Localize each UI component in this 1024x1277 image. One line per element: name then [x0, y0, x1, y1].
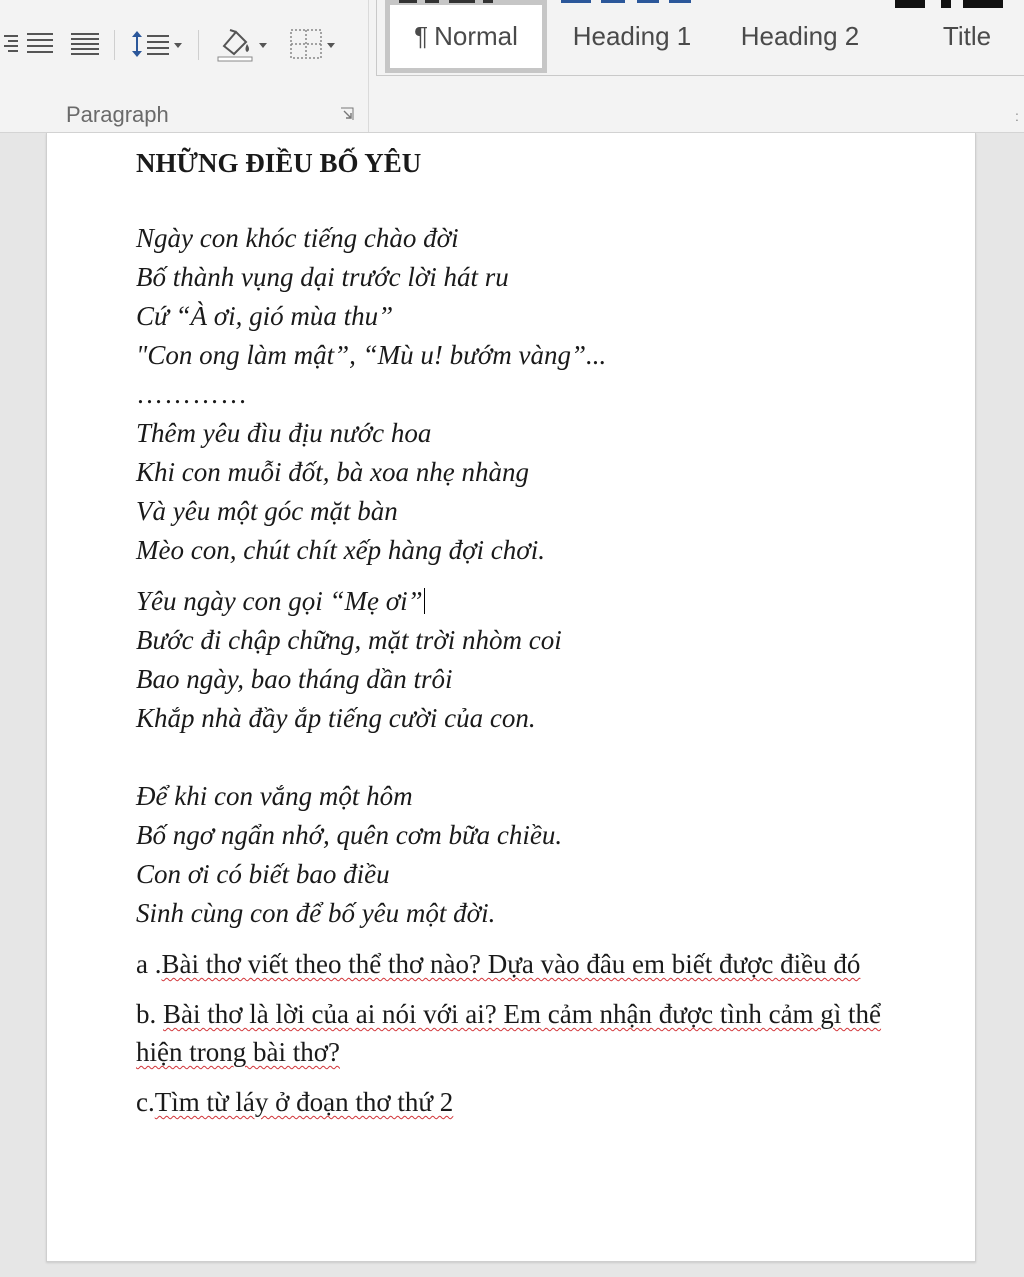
poem-line: Bước đi chập chững, mặt trời nhòm coi — [136, 625, 562, 655]
shading-button[interactable] — [208, 24, 272, 64]
ellipsis-line: ………… — [136, 379, 248, 409]
stanza-2 — [136, 414, 896, 570]
question-prefix: b. — [136, 999, 163, 1029]
justify-icon — [25, 31, 55, 57]
poem-line: Bố ngơ ngẩn nhớ, quên cơm bữa chiều. — [136, 820, 563, 850]
poem-line: Để khi con vắng một hôm — [136, 781, 413, 811]
style-label: Heading 2 — [740, 21, 860, 51]
poem-line: "Con ong làm mật”, “Mù u! bướm vàng”... — [136, 340, 607, 370]
align-right-button[interactable] — [0, 24, 22, 64]
paragraph-group-label: Paragraph — [66, 102, 169, 127]
justify-button[interactable] — [66, 24, 104, 64]
styles-gallery — [376, 0, 1024, 76]
style-label: Normal — [434, 21, 518, 51]
poem-line: Ngày con khóc tiếng chào đời — [136, 223, 459, 253]
style-label: Title — [942, 21, 992, 51]
paragraph-group — [0, 0, 368, 132]
question-text: Bài thơ viết theo thể thơ nào? Dựa vào đâu em biết được điều đó — [161, 949, 861, 979]
poem-line: Con ơi có biết bao điều — [136, 859, 390, 889]
scroll-mark: : — [1015, 108, 1019, 124]
style-heading-1[interactable] — [557, 0, 707, 73]
shading-icon — [214, 26, 256, 62]
document-page[interactable] — [46, 133, 976, 1262]
question-text: Bài thơ là lời của ai nói với ai? Em cảm nhận được tình cảm gì thể hiện trong bài thơ? — [136, 999, 882, 1067]
document-body[interactable] — [136, 141, 896, 1121]
chevron-down-icon — [174, 43, 182, 48]
distributed-icon — [69, 31, 101, 57]
style-preview-fragment — [385, 0, 555, 10]
group-separator — [368, 0, 369, 132]
question-a — [136, 945, 896, 983]
pilcrow-icon: ¶ — [414, 21, 429, 51]
style-normal[interactable] — [385, 0, 547, 73]
toolbar-separator — [114, 30, 115, 60]
line-spacing-button[interactable] — [124, 24, 186, 64]
poem-line — [136, 582, 896, 621]
ribbon — [0, 0, 1024, 133]
poem-line: Cứ “À ơi, gió mùa thu” — [136, 301, 394, 331]
style-preview-fragment — [887, 0, 1024, 14]
stanza-3 — [136, 582, 896, 738]
center-align-button[interactable] — [22, 24, 58, 64]
chevron-down-icon — [259, 43, 267, 48]
borders-button[interactable] — [278, 24, 344, 64]
question-prefix: c. — [136, 1087, 155, 1117]
poem-line-text: Yêu ngày con gọi “Mẹ ơi” — [136, 586, 423, 616]
line-spacing-icon — [129, 28, 171, 60]
stanza-4 — [136, 777, 896, 933]
question-text: Tìm từ láy ở đoạn thơ thứ 2 — [154, 1087, 454, 1117]
style-label: Heading 1 — [572, 21, 692, 51]
borders-icon — [288, 27, 324, 61]
question-c — [136, 1083, 896, 1121]
align-right-icon — [4, 33, 18, 55]
poem-line: Khắp nhà đầy ắp tiếng cười của con. — [136, 703, 536, 733]
poem-line: Mèo con, chút chít xếp hàng đợi chơi. — [136, 535, 545, 565]
stanza-1 — [136, 219, 896, 375]
chevron-down-icon — [327, 43, 335, 48]
dialog-launcher-icon[interactable] — [339, 106, 355, 122]
poem-line: Và yêu một góc mặt bàn — [136, 496, 398, 526]
text-cursor — [424, 588, 425, 614]
poem-line: Bao ngày, bao tháng dần trôi — [136, 664, 453, 694]
poem-title: NHỮNG ĐIỀU BỐ YÊU — [136, 148, 422, 178]
style-preview-fragment — [557, 0, 707, 10]
style-heading-2[interactable] — [725, 0, 875, 73]
poem-line: Bố thành vụng dại trước lời hát ru — [136, 262, 509, 292]
toolbar-separator — [198, 30, 199, 60]
poem-line: Khi con muỗi đốt, bà xoa nhẹ nhàng — [136, 457, 529, 487]
question-prefix: a . — [136, 949, 162, 979]
poem-line: Thêm yêu đìu địu nước hoa — [136, 418, 432, 448]
question-b — [136, 995, 896, 1071]
poem-line: Sinh cùng con để bố yêu một đời. — [136, 898, 496, 928]
